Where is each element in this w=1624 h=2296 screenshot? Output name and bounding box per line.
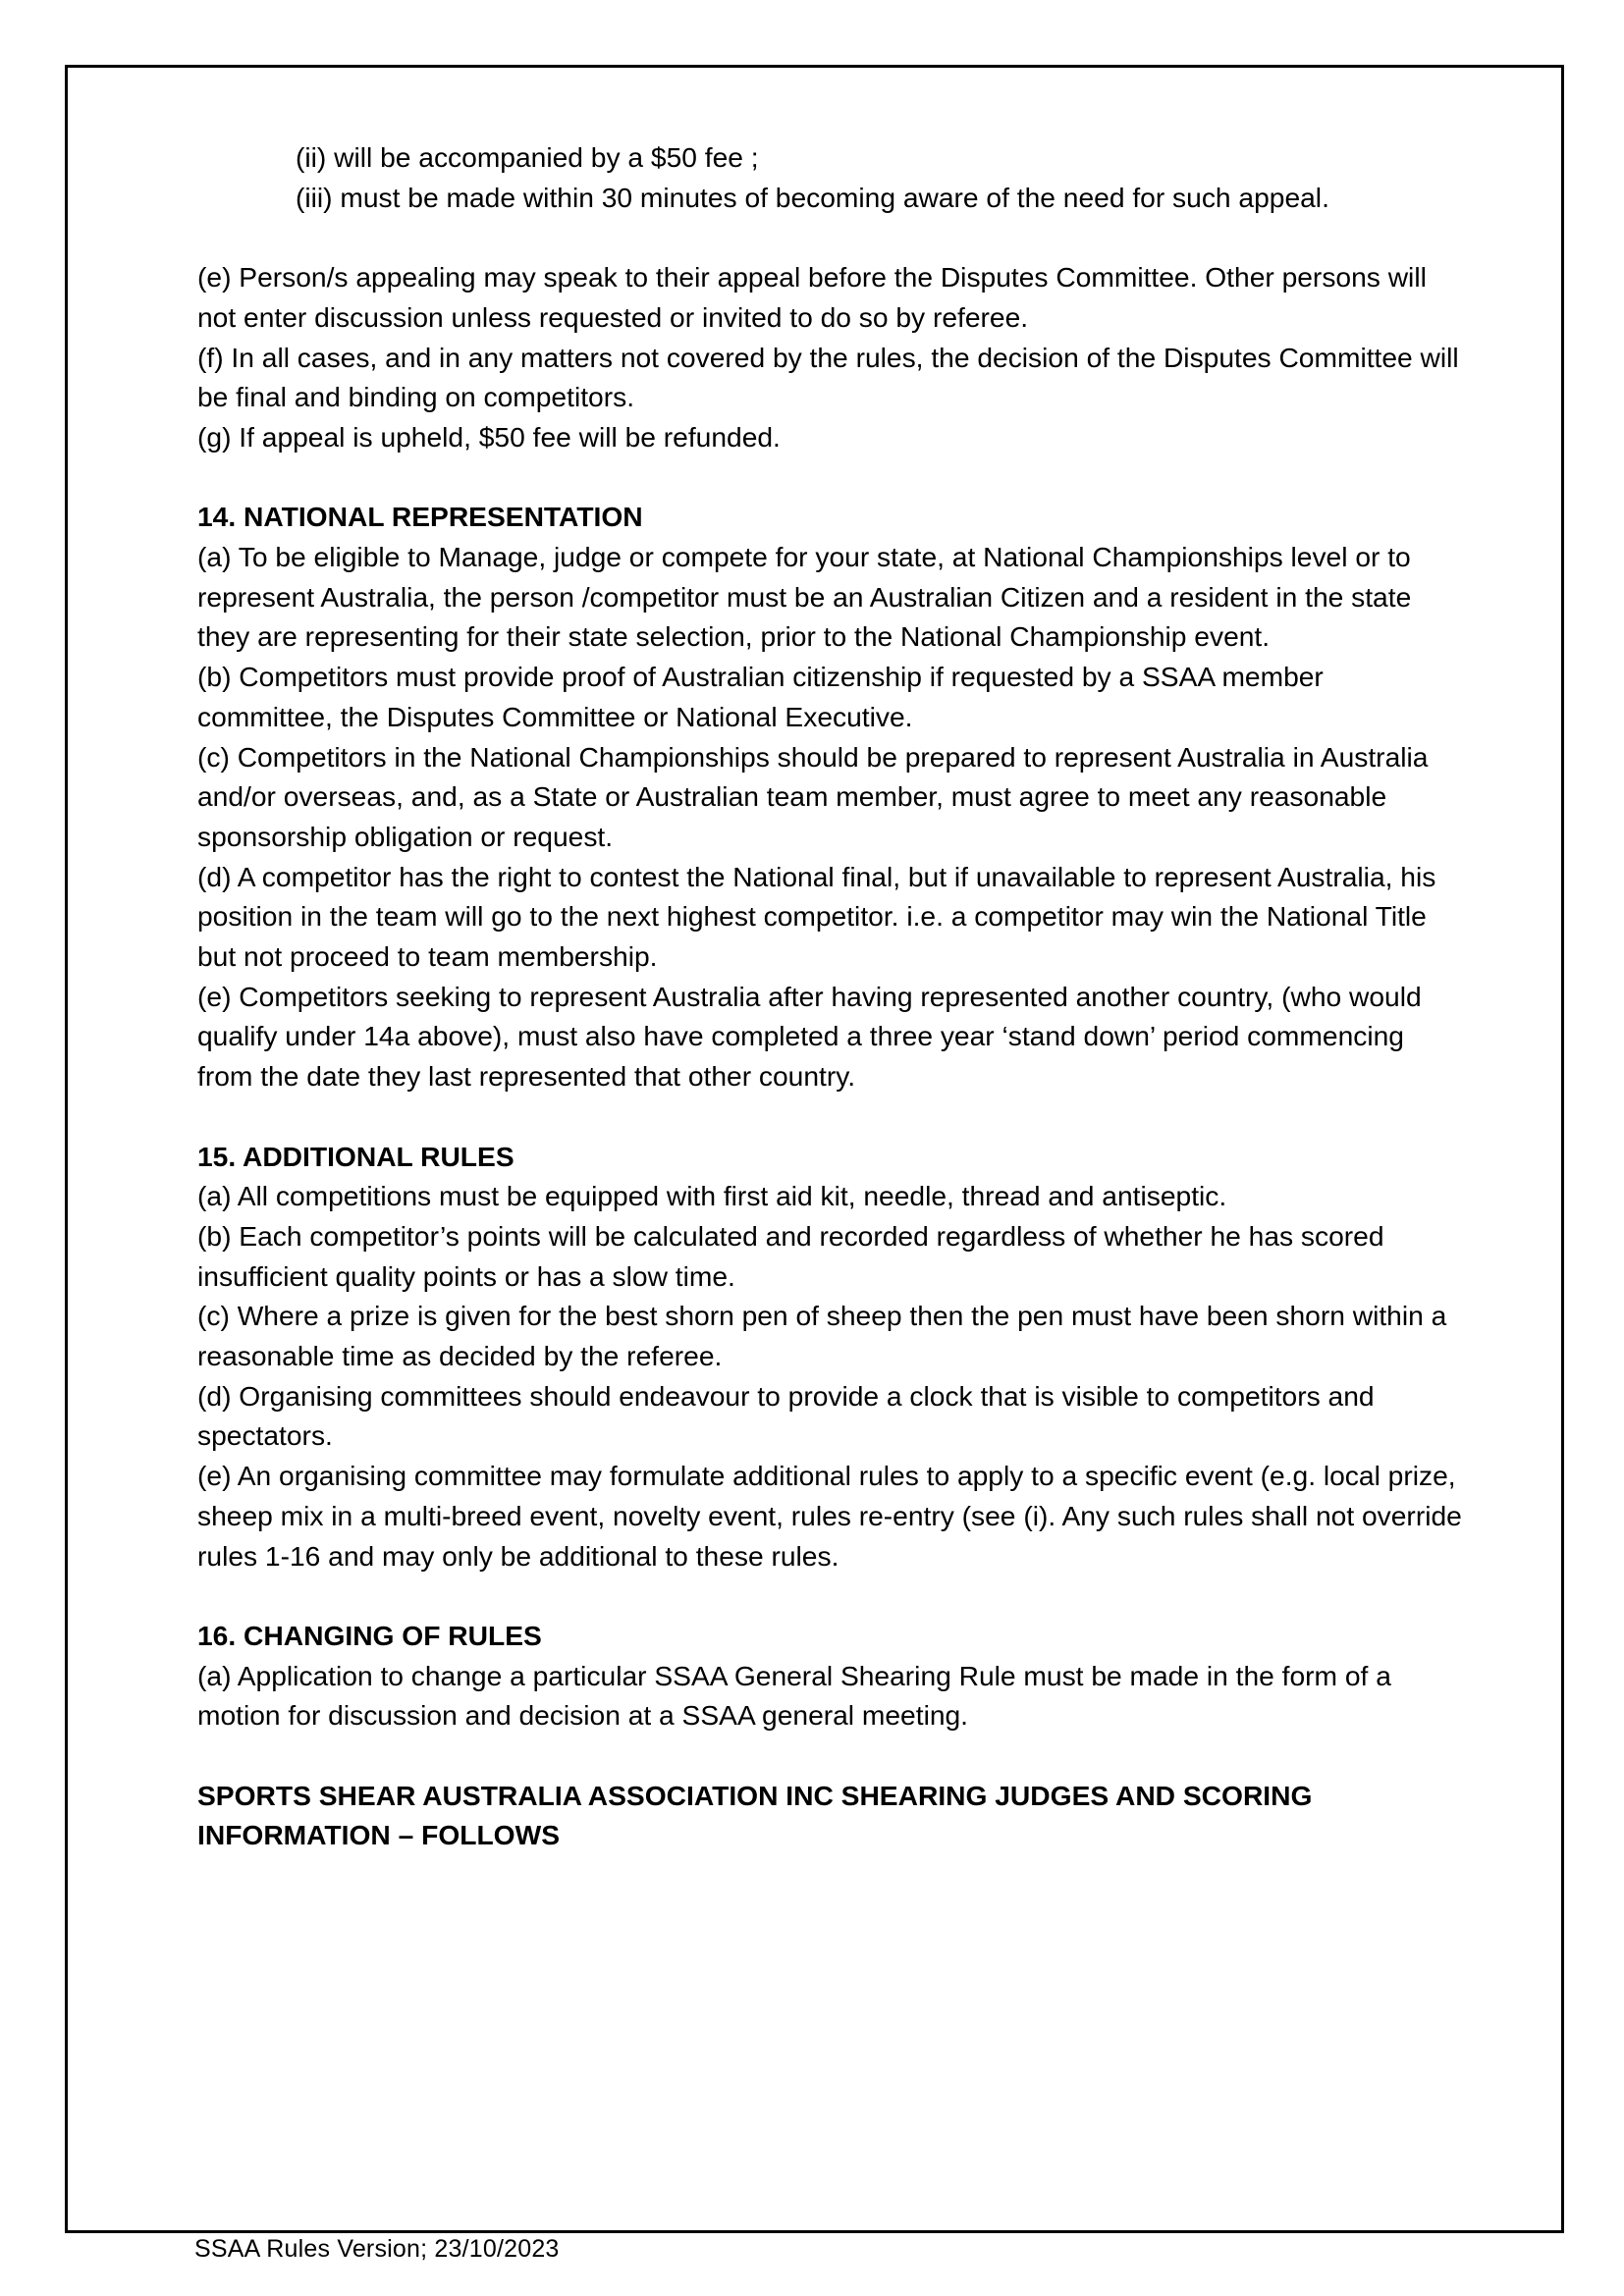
appeal-clause-f: (f) In all cases, and in any matters not covered by the rules, the decision of the Disputes Committee will be final and binding on competitors. [197,341,1459,413]
closing-note: SPORTS SHEAR AUSTRALIA ASSOCIATION INC SHEARING JUDGES AND SCORING INFORMATION – FOLLOWS [197,1779,1313,1851]
section-15-clause-e: (e) An organising committee may formulate additional rules to apply to a specific event (e.g. local prize, sheep mix in a multi-breed event, novelty event, rules re-entry (see (i). Any such rules shall not override rules 1-16 and may only be additional to these rules. [197,1460,1462,1572]
appeal-item-iii: (iii) must be made within 30 minutes of becoming aware of the need for such appeal. [296,181,1329,213]
section-14-clause-d: (d) A competitor has the right to contest the National final, but if unavailable to represent Australia, his position in the team will go to the next highest competitor. i.e. a competitor may win the National Title but not proceed to team membership. [197,860,1436,973]
section-14-heading: 14. NATIONAL REPRESENTATION [197,501,643,533]
section-16-clause-a: (a) Application to change a particular SSAA General Shearing Rule must be made in the form of a motion for discussion and decision at a SSAA general meeting. [197,1659,1391,1732]
document-body [197,137,1464,1855]
section-14-clause-b: (b) Competitors must provide proof of Australian citizenship if requested by a SSAA member committee, the Disputes Committee or National Executive. [197,661,1324,732]
appeal-item-ii: (ii) will be accompanied by a $50 fee ; [296,141,759,173]
section-15-clause-b: (b) Each competitor’s points will be calculated and recorded regardless of whether he has scored insufficient quality points or has a slow time. [197,1219,1384,1292]
appeal-clause-g: (g) If appeal is upheld, $50 fee will be refunded. [197,420,781,453]
section-15-clause-d: (d) Organising committees should endeavour to provide a clock that is visible to competitors and spectators. [197,1379,1375,1452]
appeal-clause-e: (e) Person/s appealing may speak to their appeal before the Disputes Committee. Other persons will not enter discussion unless requested or invited to do so by referee. [197,261,1427,333]
section-16-heading: 16. CHANGING OF RULES [197,1619,542,1651]
footer-version: SSAA Rules Version; 23/10/2023 [194,2235,560,2263]
section-14-clause-c: (c) Competitors in the National Championships should be prepared to represent Australia in Australia and/or overseas, and, as a State or Australian team member, must agree to meet any reasonable sponsorship obligation or request. [197,740,1429,852]
section-15-clause-a: (a) All competitions must be equipped with first aid kit, needle, thread and antiseptic. [197,1180,1227,1212]
section-14-clause-a: (a) To be eligible to Manage, judge or compete for your state, at National Championships level or to represent Australia, the person /competitor must be an Australian Citizen and a resident in the state they are representing for their state selection, prior to the National Championship event. [197,541,1412,653]
section-15-heading: 15. ADDITIONAL RULES [197,1140,514,1172]
section-15-clause-c: (c) Where a prize is given for the best shorn pen of sheep then the pen must have been shorn within a reasonable time as decided by the referee. [197,1300,1447,1372]
section-14-clause-e: (e) Competitors seeking to represent Australia after having represented another country, (who would qualify under 14a above), must also have completed a three year ‘stand down’ period commencing from the date they last represented that other country. [197,980,1422,1093]
